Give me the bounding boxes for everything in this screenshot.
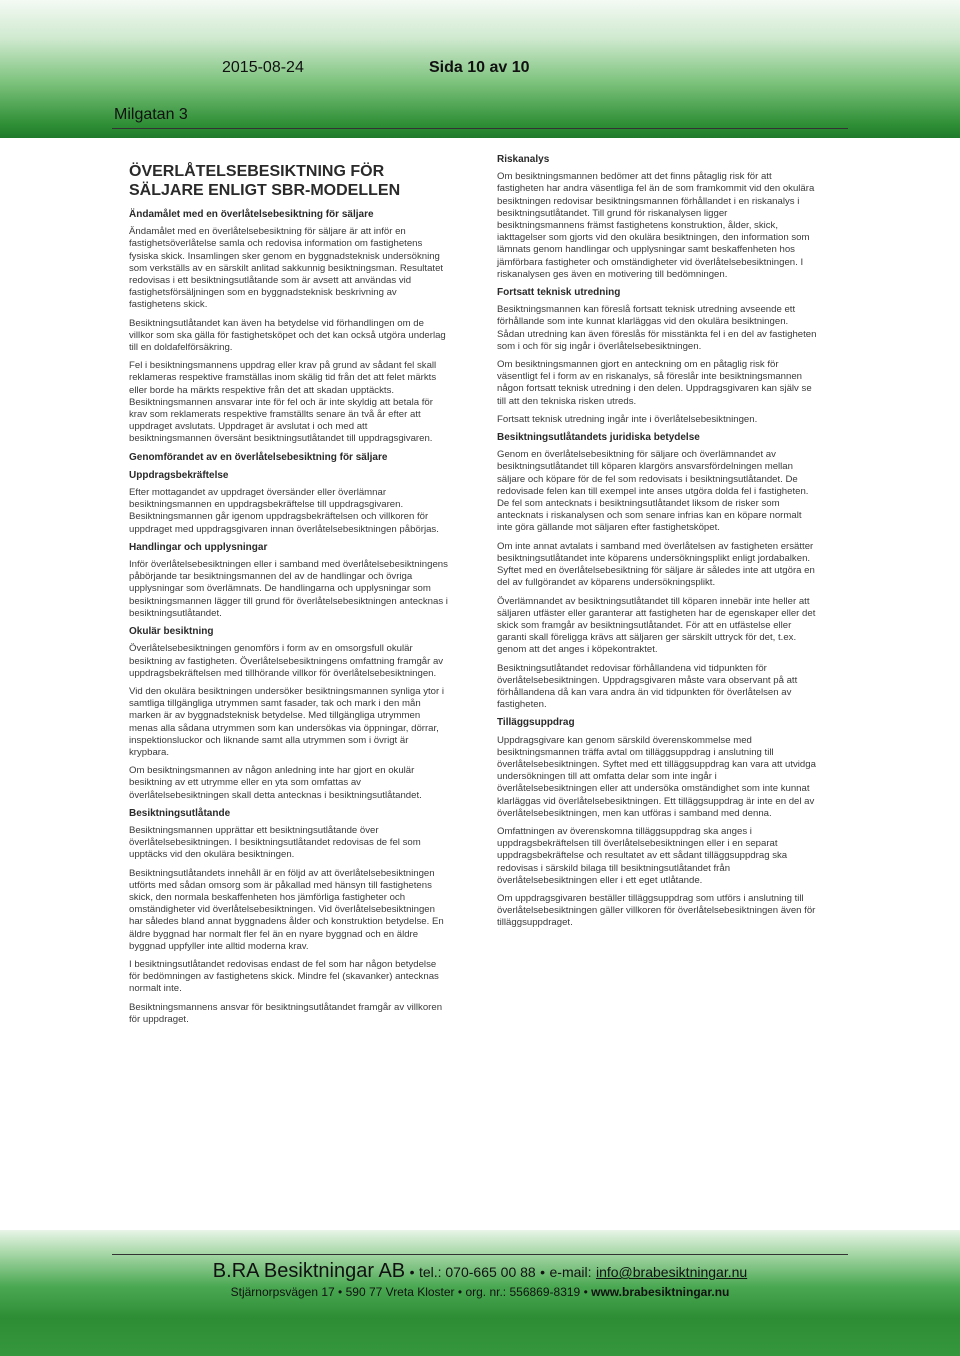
document-left-column bbox=[129, 148, 449, 1032]
document-title: ÖVERLÅTELSEBESIKTNING FÖR SÄLJARE ENLIGT SBR-MODELLEN bbox=[129, 163, 401, 199]
website-link[interactable]: www.brabesiktningar.nu bbox=[591, 1285, 730, 1299]
paragraph: I besiktningsutlåtandet redovisas endast de fel som har någon betydelse för bedömningen av fastighetens skick. Mindre fel (skavanker) antecknas normalt inte. bbox=[129, 958, 439, 995]
paragraph: Besiktningsmannen kan föreslå fortsatt teknisk utredning avseende ett förhållande som inte kunnat klarläggas vid den okulära besiktningen. Sådan utredning kan även föreslås för misstänkta fel i en del av fastigheten som i och för sig ingår i överlåtelsebesiktningen. bbox=[497, 304, 817, 352]
paragraph: Efter mottagandet av uppdraget översänder eller överlämnar besiktningsmannen en uppdragsbekräftelse till uppdragsgivaren. Besiktningsmannen går igenom uppdragsbekräftelsen och villkoren för uppdraget med uppdragsgivaren innan överlåtelsebesiktningen påbörjas. bbox=[129, 487, 439, 535]
page-footer bbox=[0, 1230, 960, 1356]
section-heading: Fortsatt teknisk utredning bbox=[497, 287, 621, 299]
paragraph: Överlåtelsebesiktningen genomförs i form av en omsorgsfull okulär besiktning av fastigheten. Överlåtelsebesiktningens omfattning framgår av uppdragsbekräftelsen med tillhörande villkor för överlåtelsebesiktningen. bbox=[129, 643, 444, 679]
city: 590 77 Vreta Kloster bbox=[345, 1285, 455, 1299]
footer-divider bbox=[112, 1254, 848, 1255]
bullet-separator: • bbox=[540, 1264, 546, 1280]
paragraph: Vid den okulära besiktningen undersöker besiktningsmannen synliga ytor i samtliga tillgängliga utrymmen samt fasader, tak och mark i den mån marken är av byggnadsteknisk betydelse. Med tillgängliga utrymmen menas alla sådana utrymmen som kan undersökas via öppningar, dörrar, inspektionsluckor och liknande samt alla utrymmen som i övrigt är krypbara. bbox=[129, 685, 445, 758]
paragraph: Besiktningsmannens ansvar för besiktningsutlåtandet framgår av villkoren för uppdraget. bbox=[129, 1001, 443, 1025]
paragraph: Omfattningen av överenskomna tilläggsuppdrag ska anges i uppdragsbekräftelsen till överlåtelsebesiktningen eller i en separat uppdragsbekräftelse och resultatet av ett sådant tilläggsuppdrag ska redovisas i särskild bilaga till besiktningsutlåtandet från överlåtelsebesiktningen eller i ett eget utlåtande. bbox=[497, 825, 788, 886]
property-address: Milgatan 3 bbox=[114, 106, 188, 123]
section-heading: Okulär besiktning bbox=[129, 626, 214, 638]
bullet-separator: • bbox=[457, 1285, 463, 1299]
document-right-column bbox=[497, 148, 817, 936]
bullet-separator: • bbox=[409, 1264, 415, 1280]
section-heading: Handlingar och upplysningar bbox=[129, 541, 268, 553]
bullet-separator: • bbox=[583, 1285, 588, 1299]
email-label: e-mail: bbox=[549, 1264, 592, 1280]
page-number: Sida 10 av 10 bbox=[429, 59, 530, 76]
footer-contact-line bbox=[0, 1260, 960, 1283]
paragraph: Besiktningsutlåtandet kan även ha betydelse vid förhandlingen om de villkor som ska gälla för fastighetsköpet och det kan också utgöra underlag till en doldafelförsäkring. bbox=[129, 317, 446, 354]
section-heading: Genomförandet av en överlåtelsebesiktning för säljare bbox=[129, 451, 388, 463]
paragraph: Fel i besiktningsmannens uppdrag eller krav på grund av sådant fel skall reklameras respektive framställas inom skälig tid från det att felet märkts eller borde ha märkts respektive från det att skadan upptäckts. Besiktningsmannen ansvarar inte för fel och är inte skyldig att betala för krav som reklamerats respektive framställts senare än två år efter att uppdraget avslutats. Uppdraget är avslutat i och med att besiktningsmannen översänt besiktningsutlåtandet till uppdragsgivaren. bbox=[129, 360, 437, 445]
street-address: Stjärnorpsvägen 17 bbox=[230, 1285, 335, 1299]
paragraph: Uppdragsgivare kan genom särskild överenskommelse med besiktningsmannen träffa avtal om tilläggsuppdrag i anslutning till överlåtelsebesiktningen. Syftet med ett tilläggsuppdrag kan vara att utvidga undersökningen till att omfatta delar som inte ingår i överlåtelsebesiktningen eller att undersöka omständighet som inte kunnat klarläggas vid överlåtelsebesiktningen. Ett tilläggsuppdrag är inte en del av överlåtelsebesiktningen, men kan utföras i samband med denna. bbox=[497, 734, 816, 819]
company-name: B.RA Besiktningar AB bbox=[212, 1260, 406, 1282]
paragraph: Genom en överlåtelsebesiktning för säljare och överlämnandet av besiktningsutlåtandet till köparen klargörs ansvarsfördelningen mellan säljare och köpare för de fel som redovisats i besiktningsutlåtandet. De redovisade felen kan till exempel inte anses utgöra dolda fel i fastigheten. De fel som antecknats i besiktningsutlåtandet liksom de risker som antecknats i riskanalysen och som senare infrias kan en köpare normalt inte göra gällande mot säljaren efter fastighetsköpet. bbox=[497, 449, 809, 534]
phone-number: tel.: 070-665 00 88 bbox=[418, 1264, 536, 1280]
paragraph: Besiktningsutlåtandets innehåll är en följd av att överlåtelsebesiktningen utförts med sådan omsorg som är påkallad med hänsyn till fastighetens skick, den normala beskaffenheten hos jämförliga fastigheter och omständigheter vid överlåtelsebesiktningen. Vid överlåtelsebesiktningen har således bland annat byggnadens ålder och konstruktion betydelse. En äldre byggnad har normalt fler fel än en nyare byggnad och en äldre byggnad uppfyller inte alltid moderna krav. bbox=[129, 867, 444, 952]
header-divider bbox=[112, 128, 848, 129]
paragraph: Om besiktningsmannen gjort en anteckning om en påtaglig risk för väsentligt fel i form av en riskanalys, så föreslår inte besiktningsmannen någon fortsatt teknisk utredning i den delen. Uppdragsgivaren kan själv se till att den tekniska risken utreds. bbox=[497, 359, 812, 407]
paragraph: Fortsatt teknisk utredning ingår inte i överlåtelsebesiktningen. bbox=[497, 413, 758, 425]
section-heading: Riskanalys bbox=[497, 154, 550, 165]
section-heading: Tilläggsuppdrag bbox=[497, 717, 575, 729]
footer-address-line bbox=[0, 1285, 960, 1299]
paragraph: Om besiktningsmannen bedömer att det finns påtaglig risk för att fastigheten har andra väsentliga fel än de som framkommit vid den okulära besiktningen redovisar besiktningsmannen förhållandet i en riskanalys i besiktningsutlåtandet. Till grund för riskanalysen ligger besiktningsmannens främst fastighetens konstruktion, ålder, skick, iakttagelser som gjorts vid den okulära besiktningen, den information som lämnats genom handlingar och upplysningar samt beskaffenheten hos jämförbara fastigheter och omständigheter vid överlåtelsebesiktningen. I riskanalysen ges även en motivering till bedömningen. bbox=[497, 171, 815, 280]
paragraph: Om uppdragsgivaren beställer tilläggsuppdrag som utförs i anslutning till överlåtelsebesiktningen gäller villkoren för överlåtelsebesiktningen även för tilläggsuppdraget. bbox=[497, 892, 816, 929]
section-heading: Uppdragsbekräftelse bbox=[129, 469, 229, 481]
paragraph: Ändamålet med en överlåtelsebesiktning för säljare är att inför en fastighetsöverlåtelse samla och redovisa information om fastighetens fysiska skick. Insamlingen sker genom en byggnadsteknisk undersökning som verkställs av en särskilt anlitad sakkunnig besiktningsman. Resultatet redovisas i ett besiktningsutlåtande som är avsett att användas vid fastighetsförsäljningen som en byggnadsteknisk beskrivning av fastighetens skick. bbox=[129, 226, 444, 311]
bullet-separator: • bbox=[338, 1285, 343, 1299]
scanned-document bbox=[100, 148, 840, 1148]
header-date: 2015-08-24 bbox=[222, 59, 304, 76]
email-link[interactable]: info@brabesiktningar.nu bbox=[595, 1264, 748, 1280]
paragraph: Besiktningsmannen upprättar ett besiktningsutlåtande över överlåtelsebesiktningen. I besiktningsutlåtandet redovisas de fel som upptäcks vid den okulära besiktningen. bbox=[129, 824, 421, 861]
paragraph: Besiktningsutlåtandet redovisar förhållandena vid tidpunkten för överlåtelsebesiktningen. Uppdragsgivaren måste vara observant på att förhållandena då kan vara andra än vid tidpunkten för överlåtelsen av fastigheten. bbox=[497, 662, 798, 711]
paragraph: Överlämnandet av besiktningsutlåtandet till köparen innebär inte heller att säljaren utfäster eller garanterar att fastigheten har de egenskaper eller det skick som framgår av besiktningsutlåtandet. För att en utfästelse eller garanti skall föreligga krävs att säljaren ger särskilt uttryck för det, t.ex. genom att det anges i köpekontraktet. bbox=[497, 595, 816, 656]
org-number: org. nr.: 556869-8319 bbox=[465, 1285, 581, 1299]
section-heading: Ändamålet med en överlåtelsebesiktning för säljare bbox=[129, 209, 374, 220]
section-heading: Besiktningsutlåtandets juridiska betydelse bbox=[497, 432, 700, 444]
paragraph: Om besiktningsmannen av någon anledning inte har gjort en okulär besiktning av ett utrymme eller en yta som omfattas av överlåtelsebesiktningen skall detta antecknas i besiktningsutlåtandet. bbox=[129, 765, 422, 801]
paragraph: Inför överlåtelsebesiktningen eller i samband med överlåtelsebesiktningens påbörjande tar besiktningsmannen del av de handlingar och övriga upplysningar som överlämnats. De handlingarna och upplysningar som besiktningsmannen lägger till grund för överlåtelsebesiktningen antecknas i besiktningsutlåtandet. bbox=[129, 559, 448, 619]
section-heading: Besiktningsutlåtande bbox=[129, 807, 231, 819]
paragraph: Om inte annat avtalats i samband med överlåtelsen av fastigheten ersätter besiktningsutlåtandet inte köparens undersökningsplikt enligt jordabalken. Syftet med en överlåtelsebesiktning för säljare är således inte att utgöra en del av fullgörandet av köparens undersökningsplikt. bbox=[497, 540, 815, 589]
page-header bbox=[0, 0, 960, 141]
